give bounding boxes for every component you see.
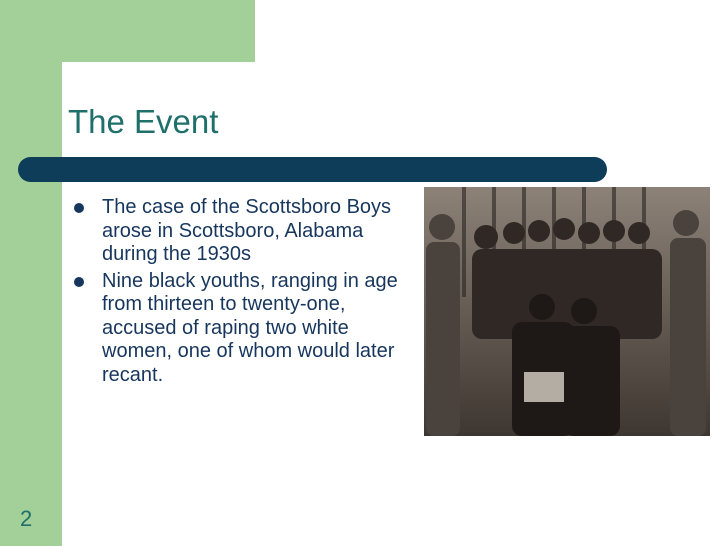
bullet-list [74, 196, 416, 390]
side-decoration-band [0, 0, 62, 546]
bullet-item [74, 270, 416, 388]
bullet-dot-icon [74, 277, 84, 287]
top-decoration-band [0, 0, 255, 62]
corner-curve [62, 62, 96, 96]
slide-number: 2 [20, 506, 33, 531]
bullet-text: Nine black youths, ranging in age from thirteen to twenty-one, accused of raping two white women, one of whom would later recant. [102, 269, 398, 386]
title-underline-bar [18, 157, 607, 182]
slide-title: The Event [68, 103, 219, 140]
bullet-item [74, 196, 416, 267]
historical-group-photo [424, 187, 710, 436]
bullet-dot-icon [74, 203, 84, 213]
bullet-text: The case of the Scottsboro Boys arose in Scottsboro, Alabama during the 1930s [102, 196, 392, 265]
